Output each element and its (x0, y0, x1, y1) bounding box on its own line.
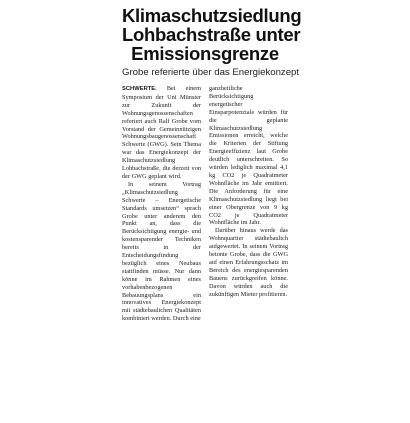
column-left (122, 85, 201, 323)
headline-line-1: Klimaschutzsiedlung (122, 5, 302, 26)
paragraph: Darüber hinaus werde das Wohnquartier städtebaulich aufgewertet. In seinem Vortrag betonte Grobe, dass die GWG auf einen Erfahrungsschatz im Bereich des energiesparenden Bauens zurückgreifen könne. Davon würden auch die zukünftigen Mieter profitieren. (209, 227, 288, 298)
subheadline: Grobe referierte über das Energiekonzept (122, 67, 300, 78)
headline (122, 5, 302, 64)
paragraph (122, 85, 201, 181)
paragraph-text: Bei einem Symposium der Uni Münster zur Zukunft der Wohnungsgenossenschaften referiert auch Ralf Grobe vom Vorstand der Gemeinnützigen Wohnungsbaugenossenschaft Schwerte (GWG). Sein Thema war das Energiekonzept der Klimaschutzsiedlung Lohbachstraße, die derzeit von der GWG geplant wird. (122, 85, 201, 180)
headline-line-2: Lohbachstraße unter (122, 24, 301, 45)
column-right (209, 85, 288, 323)
article-body (122, 85, 288, 323)
newspaper-article (122, 5, 302, 323)
paragraph: In seinem Vortrag „Klimaschutzsiedlung Schwerte – Energetische Standards umsetzen“ sprach Grobe unter anderem den Punkt an, dass die Berücksichtigung energie- und kostensparender Techniken bereits in der Entscheidungsfindung bezüglich eines Neubaus stattfinden müsse. Nur dann könne im Rahmen eines vorhabenbezogenen Bebauungsplans ein innovatives Energiekonzept mit städtebaulichen Qualitäten kombiniert werden. Durch eine (122, 180, 201, 323)
headline-line-3: Emissionsgrenze (131, 43, 279, 64)
dateline: SCHWERTE. (122, 86, 157, 92)
paragraph: ganzheitliche Berücksichtigung energetischer Einsparpotenziale würden für die geplante Klimaschutzsiedlung Emissionen erreicht, welche die Kriterien der Stiftung Energieeffizienz laut Grobe deutlich unterschreiten. So würden lediglich maximal 4,1 kg CO2 je Quadratmeter Wohnfläche im Jahr emittiert. Die Anforderung für eine Klimaschutzsiedlung liegt bei einer Obergrenze von 9 kg CO2 je Quadratmeter Wohnfläche im Jahr. (209, 85, 288, 227)
